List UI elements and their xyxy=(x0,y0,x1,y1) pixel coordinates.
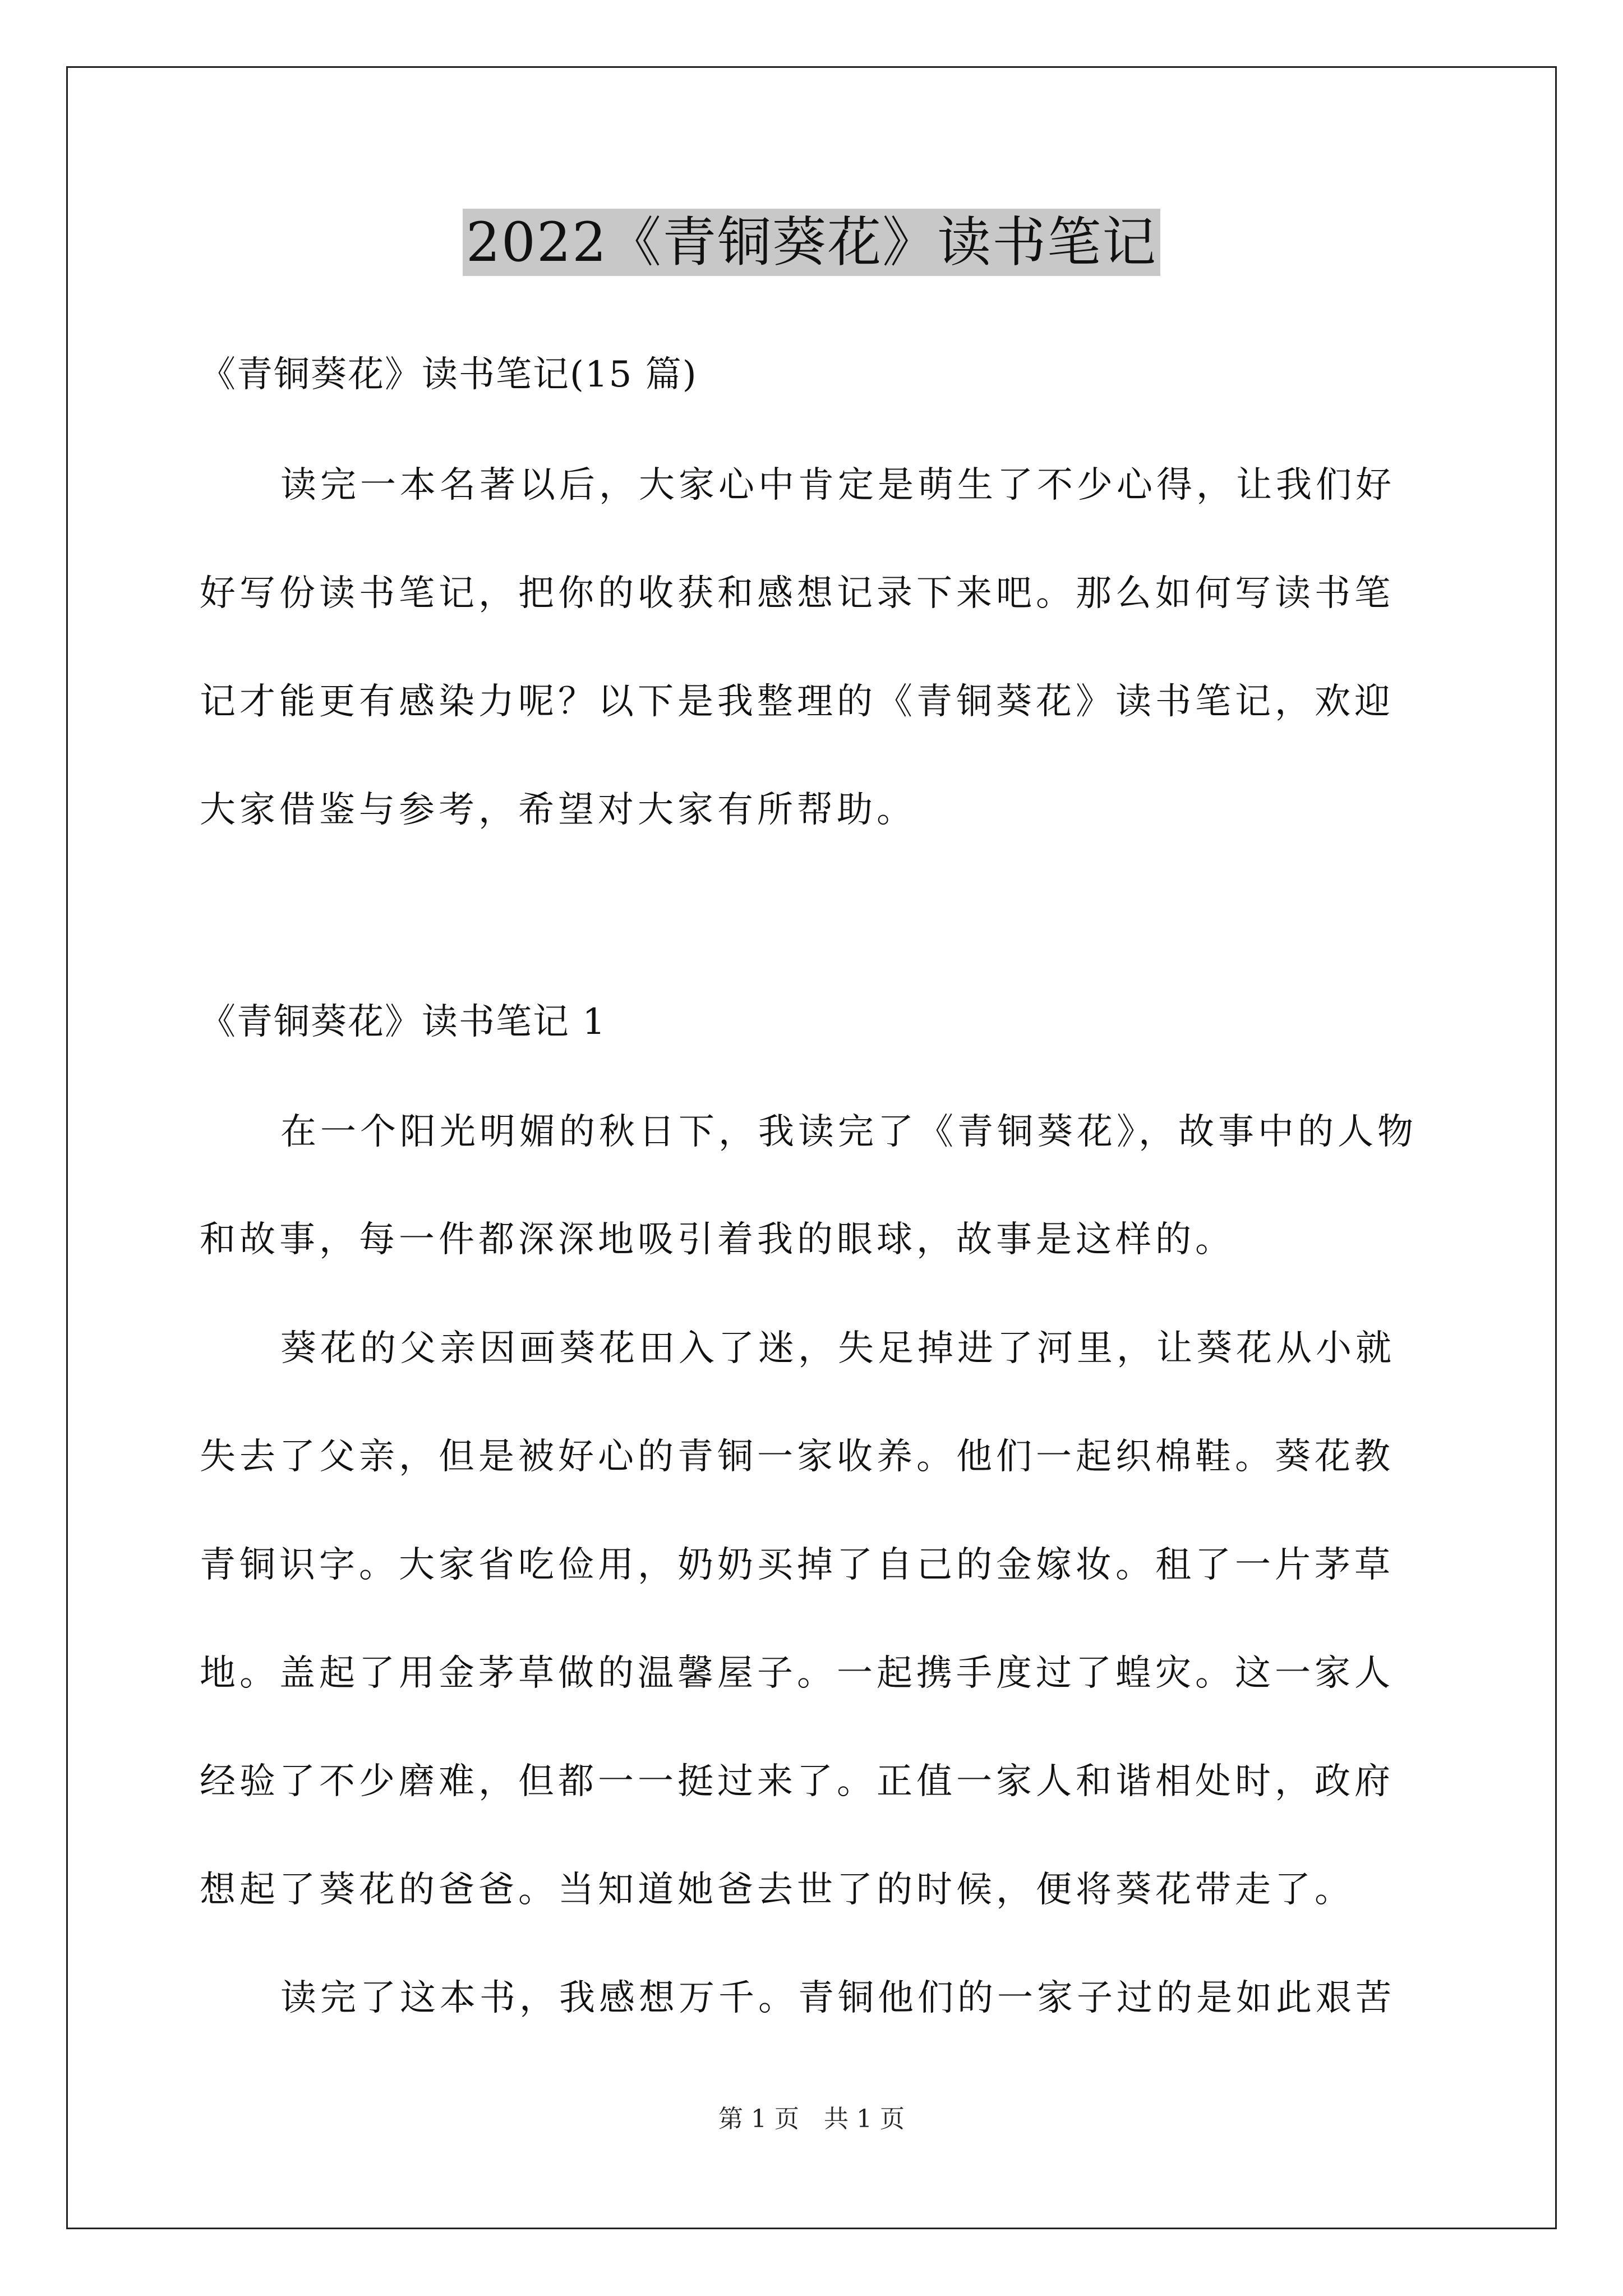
title-container xyxy=(0,209,1623,276)
intro-line: 大家借鉴与参考，希望对大家有所帮助。 xyxy=(200,789,916,831)
paragraph-line: 青铜识字。大家省吃俭用，奶奶买掉了自己的金嫁妆。租了一片茅草 xyxy=(200,1544,1394,1586)
intro-line: 读完一本名著以后，大家心中肯定是萌生了不少心得，让我们好 xyxy=(280,464,1395,506)
intro-line: 好写份读书笔记，把你的收获和感想记录下来吧。那么如何写读书笔 xyxy=(200,573,1394,614)
paragraph-line: 经验了不少磨难，但都一一挺过来了。正值一家人和谐相处时，政府 xyxy=(200,1761,1394,1802)
document-title: 2022《青铜葵花》读书笔记 xyxy=(463,209,1160,276)
document-subtitle: 《青铜葵花》读书笔记(15 篇) xyxy=(200,354,698,395)
paragraph-line: 想起了葵花的爸爸。当知道她爸去世了的时候，便将葵花带走了。 xyxy=(200,1869,1354,1911)
intro-line: 记才能更有感染力呢？以下是我整理的《青铜葵花》读书笔记，欢迎 xyxy=(200,681,1394,723)
paragraph-line: 和故事，每一件都深深地吸引着我的眼球，故事是这样的。 xyxy=(200,1219,1235,1260)
paragraph-line: 地。盖起了用金茅草做的温馨屋子。一起携手度过了蝗灾。这一家人 xyxy=(200,1653,1394,1694)
page-footer: 第 1 页 共 1 页 xyxy=(718,2105,905,2133)
paragraph-line: 失去了父亲，但是被好心的青铜一家收养。他们一起织棉鞋。葵花教 xyxy=(200,1436,1394,1478)
paragraph-line: 读完了这本书，我感想万千。青铜他们的一家子过的是如此艰苦 xyxy=(280,1977,1395,2019)
paragraph-line: 葵花的父亲因画葵花田入了迷，失足掉进了河里，让葵花从小就 xyxy=(280,1328,1395,1369)
paragraph-line: 在一个阳光明媚的秋日下，我读完了《青铜葵花》，故事中的人物 xyxy=(280,1111,1417,1153)
section-heading: 《青铜葵花》读书笔记 1 xyxy=(200,1001,607,1043)
